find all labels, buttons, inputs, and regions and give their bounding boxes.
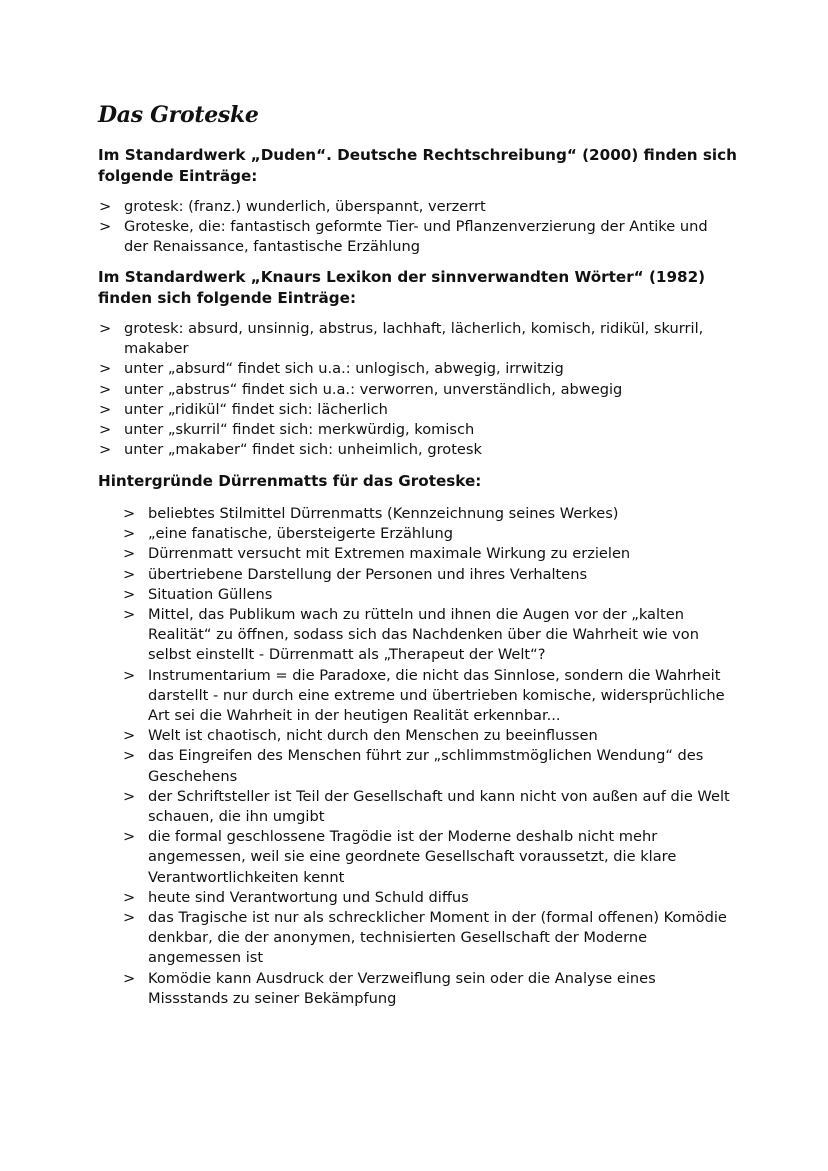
list-item (123, 726, 734, 746)
bullet-marker: > (99, 441, 112, 459)
list-item-text: Groteske, die: fantastisch geformte Tier- und Pflanzenverzierung der Antike und der Renaissance, fantastische Erzählung (124, 218, 708, 256)
bullet-marker: > (123, 828, 136, 846)
duerrenmatt-background-list (123, 504, 734, 1009)
bullet-marker: > (123, 505, 136, 522)
list-item (123, 544, 734, 564)
list-item-text: die formal geschlossene Tragödie ist der Moderne deshalb nicht mehr angemessen, weil sie eine geordnete Gesellschaft voraussetzt, die klare Verantwortlichkeiten kennt (148, 828, 677, 886)
list-item (123, 908, 734, 969)
list-item-text: Instrumentarium = die Paradoxe, die nicht das Sinnlose, sondern die Wahrheit darstellt - nur durch eine extreme und übertrieben komische, widersprüchliche Art sei die Wahrheit in der heutigen Realität erkennbar... (148, 666, 725, 725)
list-item-text: unter „absurd“ findet sich u.a.: unlogisch, abwegig, irrwitzig (124, 360, 564, 378)
list-item (123, 888, 734, 908)
bullet-marker: > (99, 421, 112, 439)
list-item (123, 746, 734, 786)
list-item (99, 217, 728, 257)
bullet-marker: > (123, 666, 136, 684)
bullet-marker: > (123, 565, 136, 583)
list-item (123, 524, 734, 544)
list-item (99, 440, 728, 460)
list-item-text: heute sind Verantwortung und Schuld diffus (148, 888, 469, 906)
bullet-marker: > (99, 360, 112, 378)
bullet-marker: > (123, 727, 136, 745)
list-item-text: Dürrenmatt versucht mit Extremen maximale Wirkung zu erzielen (148, 545, 631, 563)
bullet-marker: > (99, 320, 112, 337)
list-item (99, 319, 728, 359)
list-item-text: unter „ridikül“ findet sich: lächerlich (124, 400, 388, 418)
list-item-text: der Schriftsteller ist Teil der Gesellschaft und kann nicht von außen auf die Welt schauen, die ihn umgibt (148, 787, 730, 826)
bullet-marker: > (123, 525, 136, 543)
knaur-entry-list (99, 319, 728, 460)
list-item-text: unter „skurril“ findet sich: merkwürdig, komisch (124, 421, 475, 439)
list-item (123, 585, 734, 605)
list-item-text: unter „makaber“ findet sich: unheimlich, grotesk (124, 441, 482, 459)
list-item (123, 666, 734, 727)
list-item-text: unter „abstrus“ findet sich u.a.: verworren, unverständlich, abwegig (124, 380, 623, 398)
list-item (99, 359, 728, 379)
section-heading-duerrenmatt: Hintergründe Dürrenmatts für das Groteske: (98, 472, 482, 490)
bullet-marker: > (99, 218, 112, 236)
list-item (123, 504, 734, 524)
list-item (99, 400, 728, 420)
list-item-text: „eine fanatische, übersteigerte Erzählung (148, 525, 453, 543)
list-item (123, 827, 734, 888)
list-item-text: übertriebene Darstellung der Personen und ihres Verhaltens (148, 565, 588, 583)
bullet-marker: > (123, 787, 136, 805)
bullet-marker: > (123, 888, 136, 906)
list-item-text: das Tragische ist nur als schrecklicher Moment in der (formal offenen) Komödie denkbar, die der anonymen, technisierten Gesellschaft der Moderne angemessen ist (148, 909, 727, 967)
list-item-text: Mittel, das Publikum wach zu rütteln und ihnen die Augen vor der „kalten Realität“ zu öffnen, sodass sich das Nachdenken über die Wahrheit wie von selbst einstellt - Dürrenmatt als „Therapeut der Welt“? (148, 606, 699, 664)
bullet-marker: > (99, 400, 112, 418)
bullet-marker: > (123, 909, 136, 927)
bullet-marker: > (123, 747, 136, 765)
bullet-marker: > (99, 198, 112, 215)
list-item-text: grotesk: (franz.) wunderlich, überspannt, verzerrt (124, 198, 486, 215)
list-item (99, 420, 728, 440)
list-item (123, 969, 734, 1009)
section-heading-duden: Im Standardwerk „Duden“. Deutsche Rechtschreibung“ (2000) finden sich folgende Einträge: (98, 146, 737, 185)
list-item-text: das Eingreifen des Menschen führt zur „schlimmstmöglichen Wendung“ des Geschehens (148, 747, 704, 785)
bullet-marker: > (123, 545, 136, 563)
list-item (99, 380, 728, 400)
list-item (123, 565, 734, 585)
bullet-marker: > (123, 585, 136, 603)
list-item (99, 197, 728, 217)
list-item (123, 787, 734, 827)
bullet-marker: > (99, 380, 112, 398)
bullet-marker: > (123, 969, 136, 987)
list-item-text: Komödie kann Ausdruck der Verzweiflung sein oder die Analyse eines Missstands zu seiner Bekämpfung (148, 969, 656, 1007)
list-item (123, 605, 734, 666)
bullet-marker: > (123, 606, 136, 624)
page-title: Das Groteske (98, 102, 259, 128)
list-item-text: grotesk: absurd, unsinnig, abstrus, lachhaft, lächerlich, komisch, ridikül, skurril, makaber (124, 320, 704, 358)
section-heading-knaur: Im Standardwerk „Knaurs Lexikon der sinnverwandten Wörter“ (1982) finden sich folgende Einträge: (98, 268, 706, 307)
list-item-text: Situation Güllens (148, 585, 273, 603)
list-item-text: beliebtes Stilmittel Dürrenmatts (Kennzeichnung seines Werkes) (148, 505, 619, 522)
list-item-text: Welt ist chaotisch, nicht durch den Menschen zu beeinflussen (148, 727, 598, 745)
duden-entry-list (99, 197, 728, 258)
